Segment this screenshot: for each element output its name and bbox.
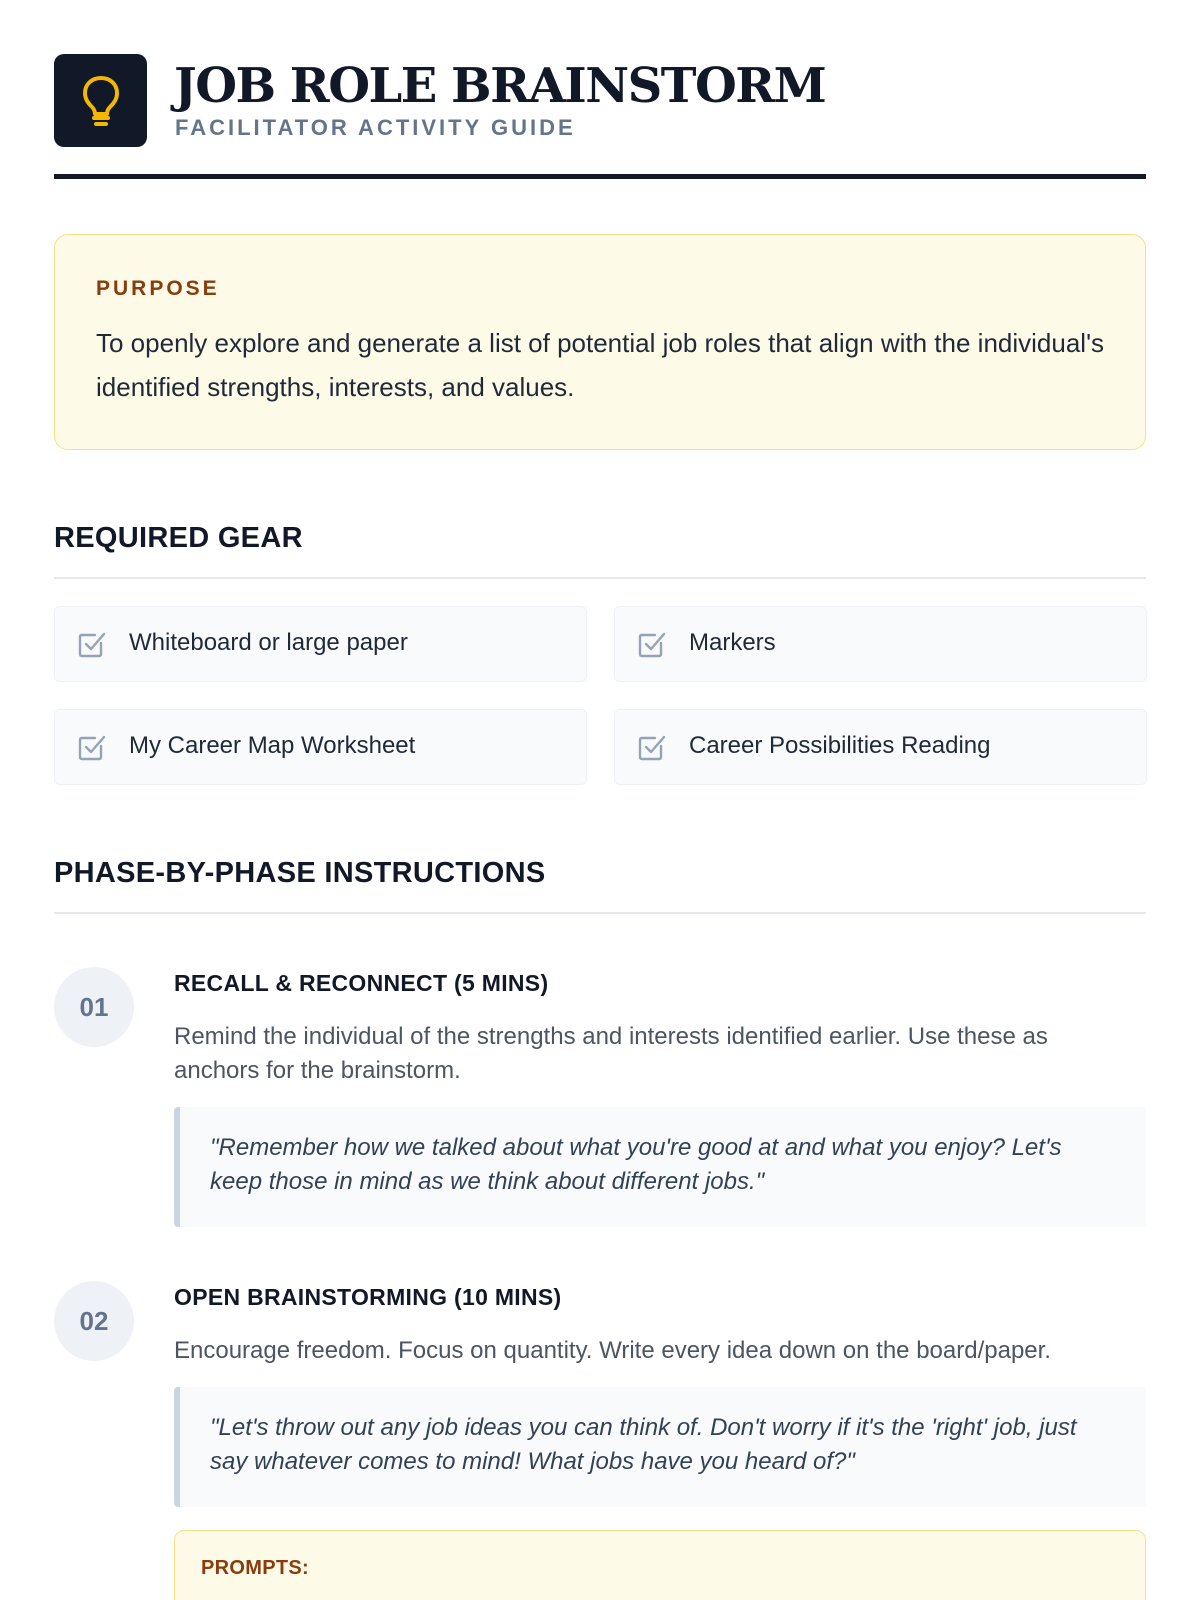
step-number-badge: 02: [54, 1281, 134, 1361]
step-title: RECALL & RECONNECT (5 MINS): [174, 970, 549, 996]
step-description: Remind the individual of the strengths and interests identified earlier. Use these as anchors for the brainstorm.: [174, 1023, 1048, 1084]
prompts-callout: [174, 1530, 1146, 1600]
checkbox-checked-icon: [77, 732, 107, 762]
gear-item: [614, 709, 1147, 785]
gear-item: [54, 606, 587, 682]
step-description: Encourage freedom. Focus on quantity. Write every idea down on the board/paper.: [174, 1337, 1051, 1364]
logo-badge: [54, 54, 147, 147]
page-subtitle: FACILITATOR ACTIVITY GUIDE: [175, 115, 576, 140]
step-number-badge: 01: [54, 967, 134, 1047]
purpose-label: PURPOSE: [96, 277, 220, 300]
checkbox-checked-icon: [637, 629, 667, 659]
instructions-section-title: PHASE-BY-PHASE INSTRUCTIONS: [54, 857, 546, 889]
gear-item-label: Whiteboard or large paper: [129, 629, 408, 656]
header: [54, 54, 1146, 178]
purpose-callout: [54, 234, 1146, 450]
gear-item: [614, 606, 1147, 682]
facilitator-quote: "Remember how we talked about what you're good at and what you enjoy? Let's keep those in mind as we think about different jobs.": [174, 1107, 1146, 1227]
instructions-section-divider: [54, 912, 1146, 914]
checkbox-checked-icon: [637, 732, 667, 762]
purpose-text: To openly explore and generate a list of potential job roles that align with the individual's identified strengths, interests, and values.: [96, 328, 1105, 402]
page-title: JOB ROLE BRAINSTORM: [174, 58, 826, 114]
gear-section-title: REQUIRED GEAR: [54, 522, 303, 554]
step-title: OPEN BRAINSTORMING (10 MINS): [174, 1284, 562, 1310]
lightbulb-icon: [80, 74, 122, 126]
gear-section-divider: [54, 577, 1146, 579]
gear-item-label: Markers: [689, 629, 776, 656]
gear-item: [54, 709, 587, 785]
header-divider: [54, 174, 1146, 179]
facilitator-quote: "Let's throw out any job ideas you can think of. Don't worry if it's the 'right' job, just say whatever comes to mind! What jobs have you heard of?": [174, 1387, 1146, 1507]
checkbox-checked-icon: [77, 629, 107, 659]
gear-item-label: My Career Map Worksheet: [129, 732, 416, 759]
prompts-label: PROMPTS:: [201, 1557, 309, 1579]
gear-item-label: Career Possibilities Reading: [689, 732, 991, 759]
